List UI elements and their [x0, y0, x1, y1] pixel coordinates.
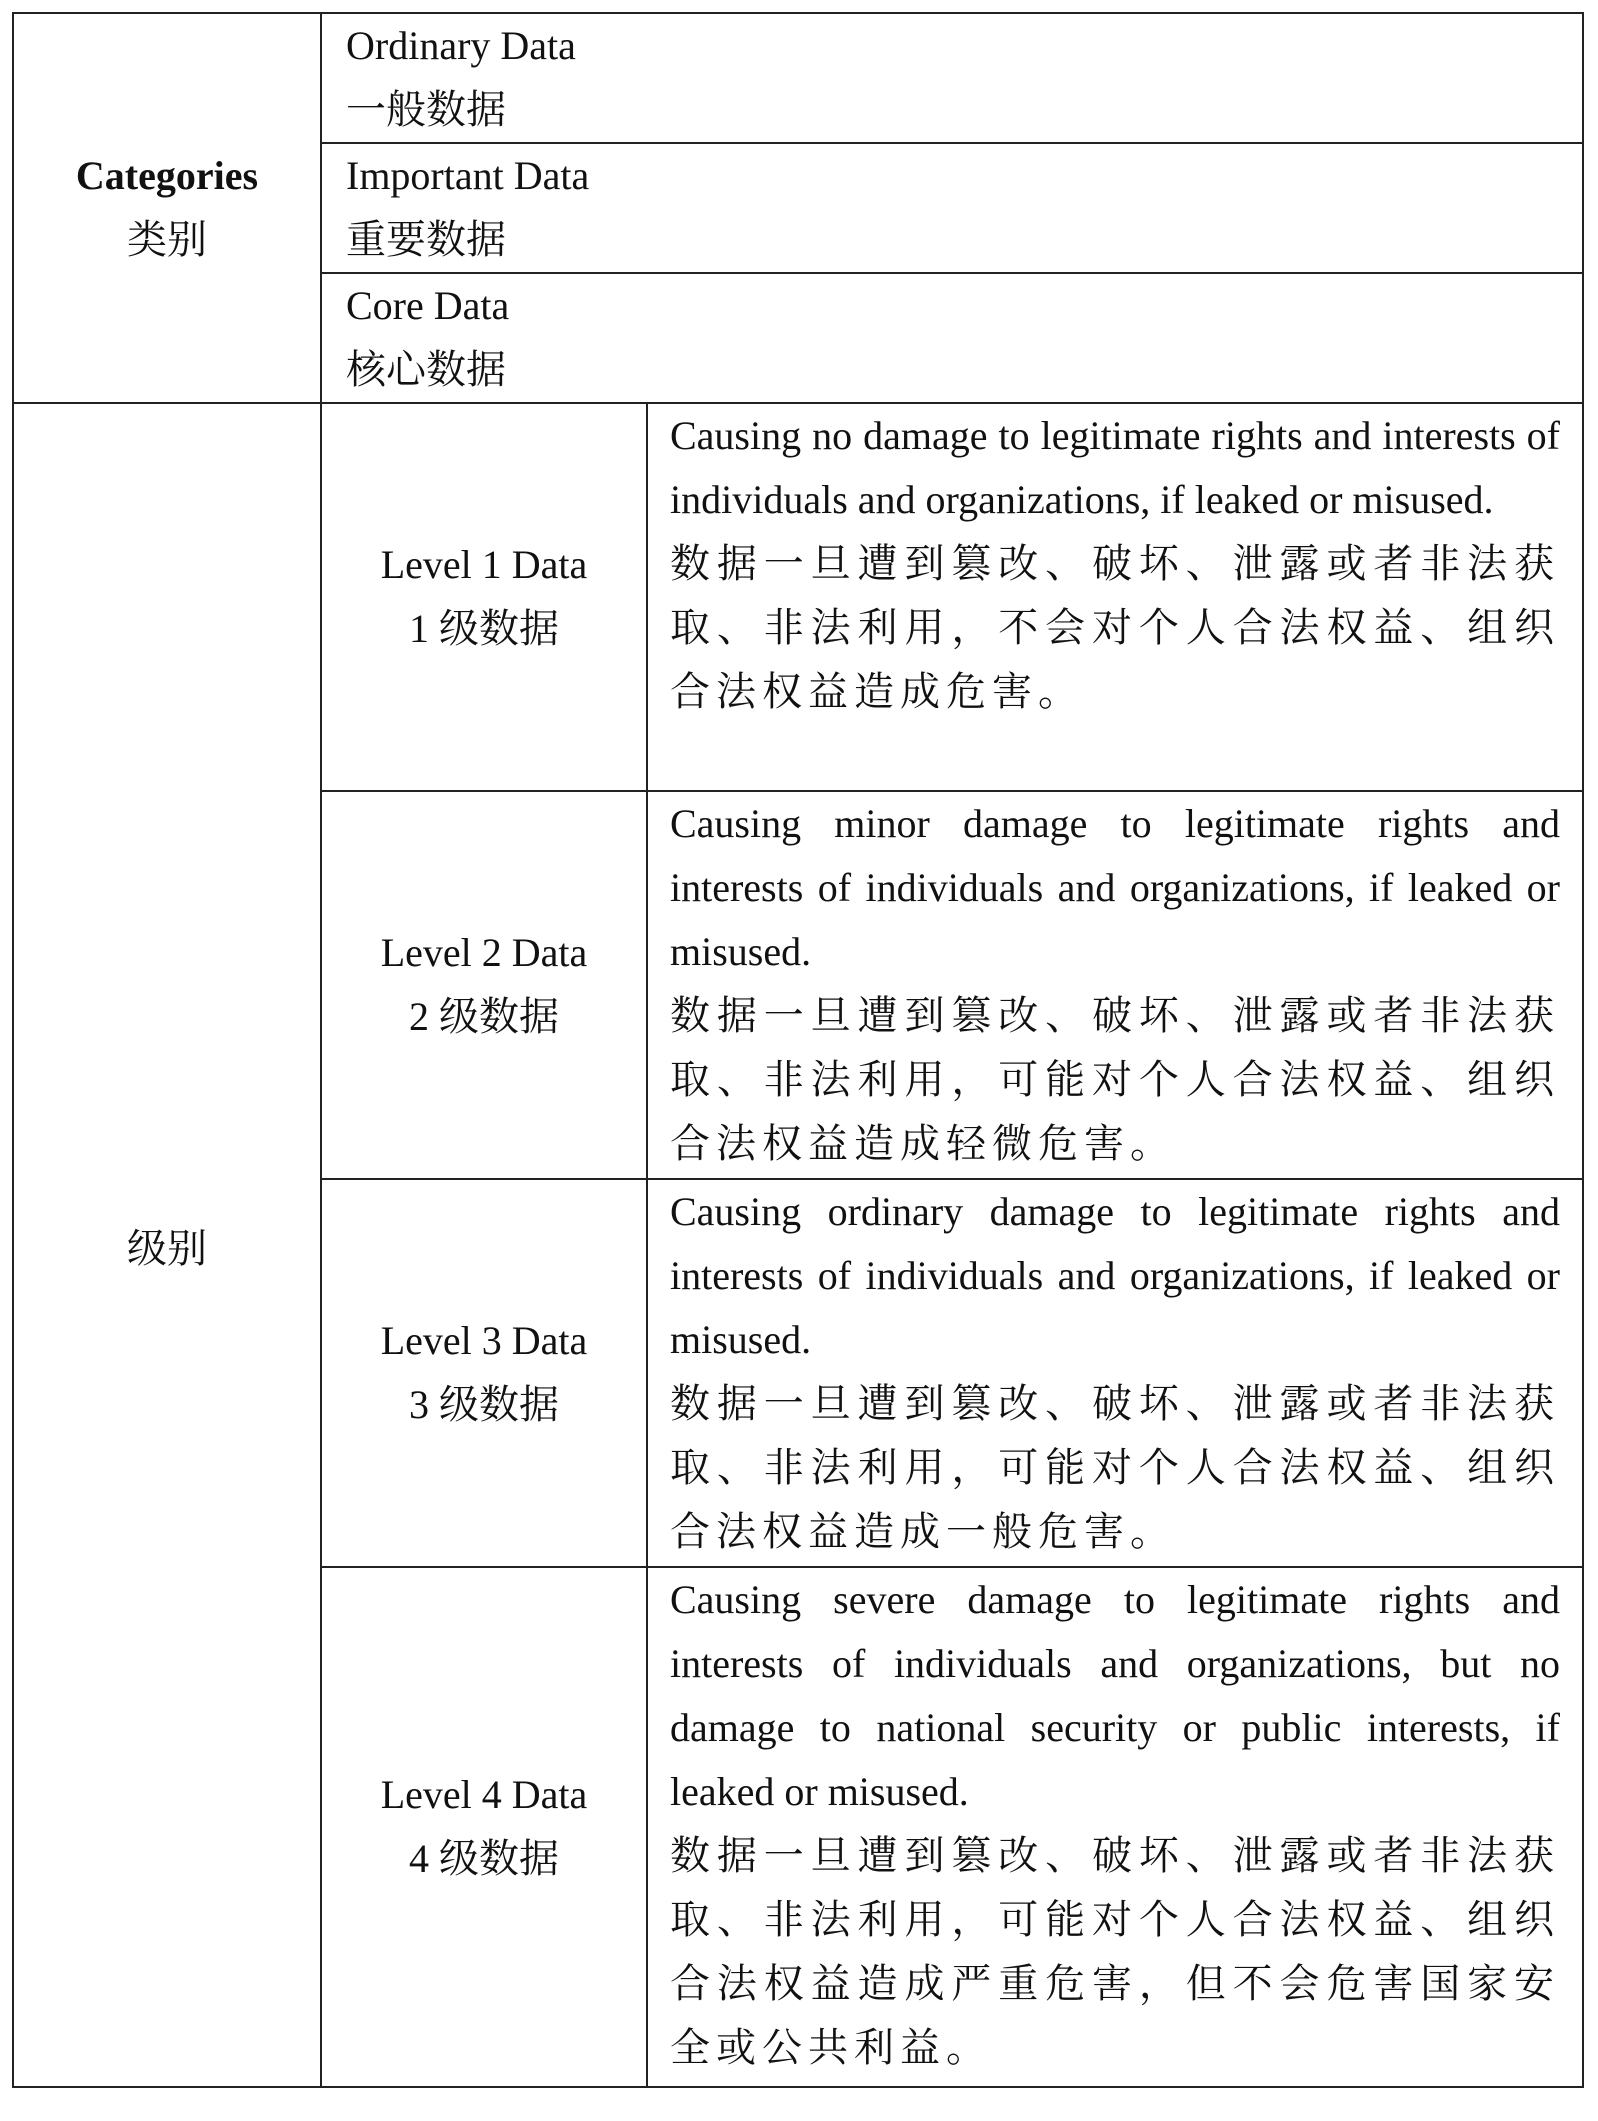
- level-label-zh: 2 级数据: [409, 994, 559, 1039]
- level-description-zh: 数据一旦遭到篡改、破坏、泄露或者非法获取、非法利用，可能对个人合法权益、组织合法权益造成严重危害，但不会危害国家安全或公共利益。: [670, 1833, 1560, 2070]
- category-item-zh: 重要数据: [346, 217, 506, 262]
- level-label-en: Level 1 Data: [380, 542, 588, 587]
- level-description-en: Causing ordinary damage to legitimate rights and interests of individuals and organizations, if leaked or misused.: [670, 1189, 1560, 1362]
- levels-header-cell: [13, 403, 321, 2087]
- level-description-en: Causing no damage to legitimate rights and interests of individuals and organizations, if leaked or misused.: [670, 413, 1560, 522]
- level-label-en: Level 2 Data: [380, 930, 588, 975]
- level-2-label-cell: [321, 791, 647, 1179]
- categories-header-cell: [13, 13, 321, 403]
- category-item-en: Important Data: [346, 153, 590, 198]
- category-item-zh: 一般数据: [346, 87, 506, 132]
- level-label-zh: 1 级数据: [409, 606, 559, 651]
- levels-title-zh: 级别: [127, 1225, 207, 1271]
- category-item-ordinary: [321, 13, 1583, 143]
- level-2-description-cell: [647, 791, 1583, 1179]
- category-item-important: [321, 143, 1583, 273]
- category-row: [13, 13, 1583, 143]
- categories-title-en: Categories: [75, 153, 259, 198]
- level-row: [13, 403, 1583, 791]
- level-label-en: Level 4 Data: [380, 1772, 588, 1817]
- level-description-en: Causing minor damage to legitimate rights and interests of individuals and organizations, if leaked or misused.: [670, 801, 1560, 974]
- level-3-label-cell: [321, 1179, 647, 1567]
- level-4-description-cell: [647, 1567, 1583, 2087]
- category-item-core: [321, 273, 1583, 403]
- level-label-en: Level 3 Data: [380, 1318, 588, 1363]
- level-4-label-cell: [321, 1567, 647, 2087]
- level-1-label-cell: [321, 403, 647, 791]
- category-item-en: Ordinary Data: [346, 23, 576, 68]
- level-label-zh: 4 级数据: [409, 1836, 559, 1881]
- level-3-description-cell: [647, 1179, 1583, 1567]
- level-label-zh: 3 级数据: [409, 1382, 559, 1427]
- level-description-zh: 数据一旦遭到篡改、破坏、泄露或者非法获取、非法利用，可能对个人合法权益、组织合法权益造成一般危害。: [670, 1381, 1560, 1554]
- classification-table: [12, 12, 1584, 2088]
- level-1-description-cell: [647, 403, 1583, 791]
- category-item-zh: 核心数据: [346, 347, 506, 392]
- level-description-en: Causing severe damage to legitimate rights and interests of individuals and organizations, but no damage to national security or public interests, if leaked or misused.: [670, 1577, 1560, 1814]
- categories-title-zh: 类别: [127, 217, 207, 262]
- level-description-zh: 数据一旦遭到篡改、破坏、泄露或者非法获取、非法利用，可能对个人合法权益、组织合法权益造成轻微危害。: [670, 993, 1560, 1166]
- category-item-en: Core Data: [346, 283, 510, 328]
- level-description-zh: 数据一旦遭到篡改、破坏、泄露或者非法获取、非法利用，不会对个人合法权益、组织合法权益造成危害。: [670, 541, 1560, 714]
